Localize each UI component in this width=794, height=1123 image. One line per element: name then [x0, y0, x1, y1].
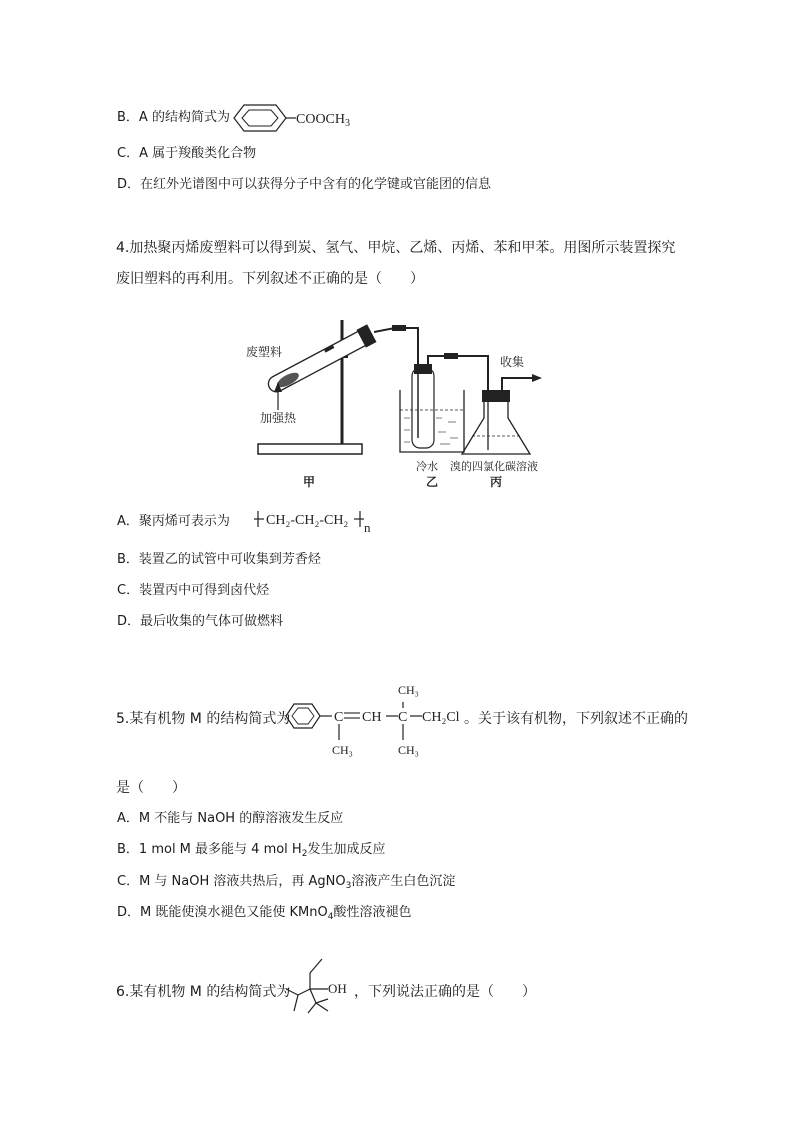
benzoate-structure — [230, 102, 370, 136]
svg-text:CH: CH — [362, 710, 382, 725]
label-bing: 丙 — [490, 475, 503, 489]
apparatus-figure — [240, 318, 600, 493]
q5-stem-line2: 是（ ） — [116, 780, 186, 796]
q3-option-d: D．在红外光谱图中可以获得分子中含有的化学键或官能团的信息 — [117, 177, 492, 192]
q5-stem-suffix: 。关于该有机物，下列叙述不正确的 — [464, 711, 688, 727]
q4-option-d: D．最后收集的气体可做燃料 — [117, 614, 284, 629]
q4-option-a — [117, 513, 230, 531]
q6-stem-prefix: 6.某有机物 M 的结构简式为 — [116, 984, 291, 1000]
label-cold-water: 冷水 — [416, 461, 438, 473]
label-heat: 加强热 — [260, 411, 297, 425]
svg-text:C: C — [398, 710, 408, 725]
svg-text:C: C — [334, 710, 344, 725]
q5-option-c: C．M 与 NaOH 溶液共热后，再 AgNO$_3$溶液产生白色沉淀 — [117, 874, 456, 891]
polypropylene-formula — [254, 506, 378, 536]
label-gas: 收集 — [500, 355, 525, 369]
label-bromine: 溴的四氯化碳溶液 — [450, 461, 538, 473]
oh-label: OH — [328, 981, 347, 996]
label-plastic: 废塑料 — [246, 345, 283, 359]
q4-stem-line1: 4.加热聚丙烯废塑料可以得到炭、氢气、甲烷、乙烯、丙烯、苯和甲苯。用图所示装置探究 — [116, 240, 676, 256]
q5-stem-prefix: 5.某有机物 M 的结构简式为 — [116, 711, 291, 727]
svg-text:CH₃: CH₃ — [332, 743, 353, 757]
collection-tube — [412, 368, 434, 448]
svg-text:CH₂Cl: CH₂Cl — [422, 710, 460, 725]
q5-structure — [282, 676, 466, 762]
q5-option-d: D．M 既能使溴水褪色又能使 KMnO$_4$酸性溶液褪色 — [117, 905, 412, 922]
svg-text:CH₃: CH₃ — [398, 743, 419, 757]
label-yi: 乙 — [426, 475, 439, 489]
stopper-2 — [414, 364, 432, 374]
heated-test-tube — [265, 324, 377, 396]
q6-skeletal-structure — [280, 955, 352, 1015]
label-jia: 甲 — [303, 475, 316, 489]
q4-option-a-text: A．聚丙烯可表示为 — [117, 514, 230, 529]
svg-text:n: n — [364, 520, 371, 535]
q4-option-b: B．装置乙的试管中可收集到芳香烃 — [117, 552, 321, 567]
q4-option-c: C．装置丙中可得到卤代烃 — [117, 583, 270, 598]
q3-option-c: C．A 属于羧酸类化合物 — [117, 146, 257, 161]
q3-option-b-text: B．A 的结构简式为 — [117, 110, 230, 125]
gas-arrow — [532, 374, 542, 382]
q4-stem-line2: 废旧塑料的再利用。下列叙述不正确的是（ ） — [116, 271, 424, 287]
q6-stem-suffix: ，下列说法正确的是（ ） — [354, 984, 536, 1000]
svg-text:CH₃: CH₃ — [398, 683, 419, 697]
q3-option-b — [117, 109, 230, 127]
svg-text:COOCH3: $COOCH_3$ — [296, 112, 351, 129]
stopper-3 — [482, 390, 510, 402]
cooch3-label: COOCH — [296, 112, 346, 127]
beaker — [400, 390, 464, 452]
stand-base — [258, 444, 362, 454]
q5-option-a: A．M 不能与 NaOH 的醇溶液发生反应 — [117, 811, 344, 826]
q5-option-b: B．1 mol M 最多能与 4 mol $H_2$发生加成反应 — [117, 842, 386, 859]
conical-flask — [462, 398, 530, 454]
svg-text:CH₂-CH₂-CH₂: CH₂-CH₂-CH₂ — [266, 513, 349, 528]
